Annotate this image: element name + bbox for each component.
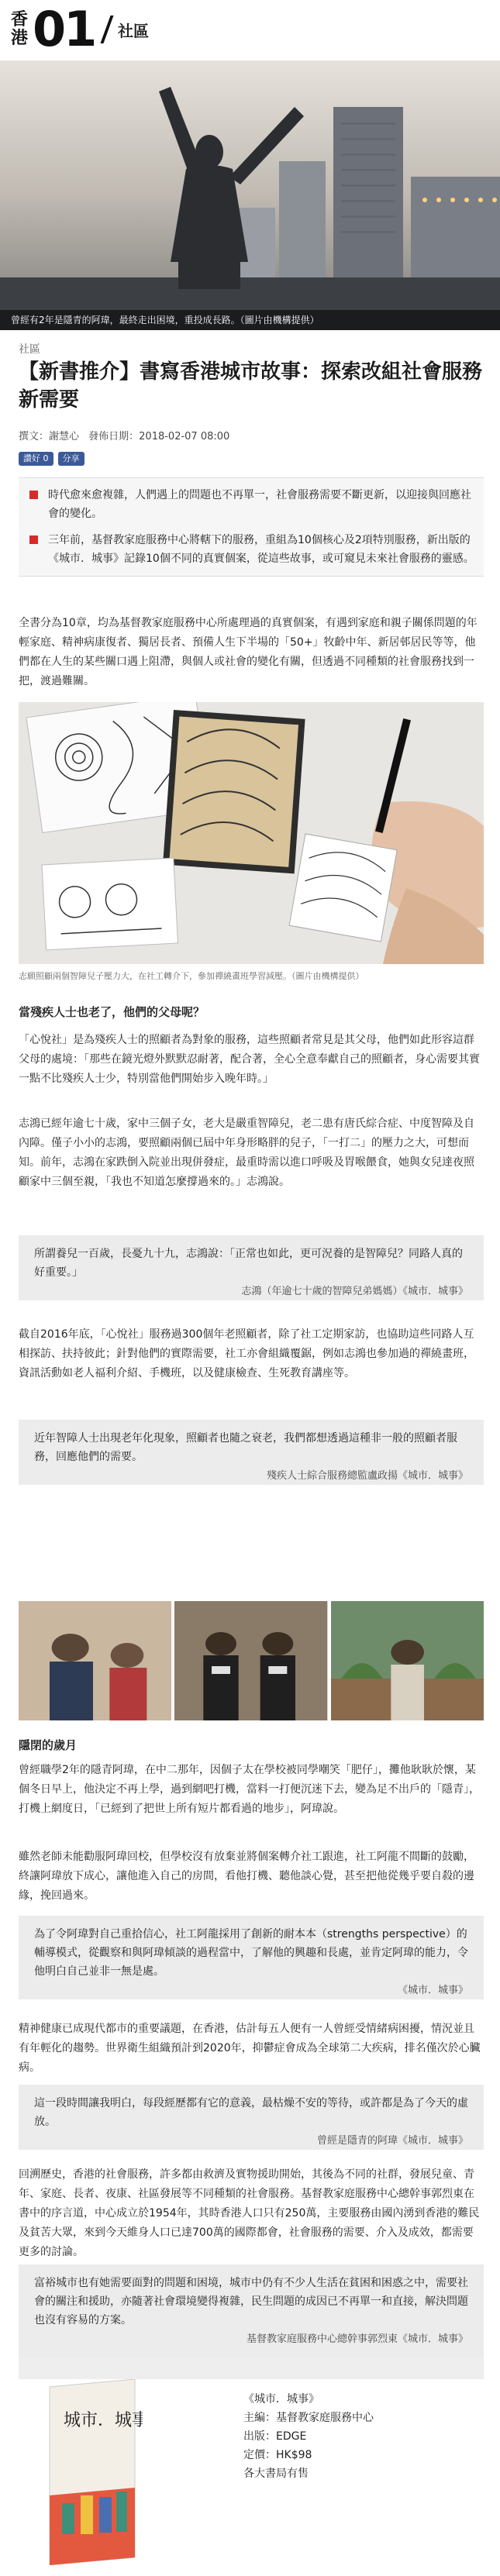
share-row [19, 452, 84, 466]
paragraph: 截自2016年底，「心悅社」服務過300個年老照顧者，除了社工定期家訪，也協助這些同路人互相探訪、扶持彼此；針對他們的實際需要，社工亦會組織覆鋸，例如志鴻也參加過的禪繞畫班，資訊活動如老人福利介紹、手機班，以及健康檢查、生死教育講座等。 [19, 1328, 474, 1379]
quote-source: 殘疾人士綜合服務總監盧政揚《城市．城事》 [266, 1470, 468, 1482]
section-link[interactable]: 社區 [118, 22, 149, 40]
logo-text: 香港 [11, 10, 29, 48]
photo-row [19, 1601, 484, 1720]
book-cover-title: 城市．城事 [64, 2411, 143, 2430]
book-info [243, 2390, 374, 2483]
intro-paragraph: 全書分為10章，均為基督教家庭服務中心所處理過的真實個案，有遇到家庭和親子關係問題的年輕家庭、精神病康復者、獨居長者、預備人生下半場的「50+」牧齡中年、新居邨居民等等，他們都在人生的某些關口遇上阻滯，與個人或社會的變化有關，但透過不同種類的社會服務找到一把，渡過難關。 [19, 617, 478, 687]
photo-2 [174, 1601, 327, 1720]
publish-date: 發佈日期：2018-02-07 08:00 [88, 431, 230, 443]
drawing-class-illustration [19, 702, 484, 964]
quote-source: 曾經是隱青的阿瑋《城市．城事》 [316, 2135, 468, 2147]
section-heading: 隱閉的歲月 [19, 1738, 78, 1752]
section-heading: 當殘疾人士也老了，他們的父母呢？ [19, 1005, 205, 1019]
pull-quote [19, 1420, 484, 1485]
author: 撰文：謝慧心 [19, 431, 80, 443]
share-button[interactable]: 分享 [58, 452, 84, 466]
paragraph: 曾經職學2年的隱青阿瑋，在中二那年，因個子太在學校被同學嘲笑「肥仔」，攤他耿耿於懷，某個冬日早上，他決定不再上學，過到網吧打機，當料一打便沉迷下去，變為足不出戶的「隱青」，打機上網度日，「已經到了把世上所有短片都看過的地步」，阿瑋說。 [19, 1764, 480, 1815]
site-logo[interactable] [11, 1, 95, 57]
book-cover [42, 2379, 143, 2565]
article-title: 【新書推介】書寫香港城市故事：探索改組社會服務新需要 [19, 360, 483, 412]
bullet-icon [29, 491, 38, 499]
logo-number: 01 [33, 1, 95, 57]
book-availability: 各大書局有售 [243, 2468, 309, 2480]
photo-1 [19, 1601, 171, 1720]
book-title: 《城市．城事》 [243, 2393, 319, 2406]
book-section [19, 2379, 484, 2573]
pull-quote [19, 1235, 484, 1300]
paragraph: 志鴻已經年逾七十歲，家中三個子女，老大是嚴重智障兒，老二患有唐氏綜合症、中度智障及自內障。僅子小小的志鴻，要照顧兩個已屆中年身形略胖的兒子，「一打二」的壓力之大，可想而知。前年，志鴻在家跌倒入院並出現併發症，最重時需以進口呼吸及胃喉餵食，她與女兒達夜照顧家中三個至親，「我也不知道怎麼撐過來的。」志鴻說。 [19, 1118, 474, 1188]
article-image-1 [19, 702, 484, 964]
quote-text: 為了令阿瑋對自己重拾信心，社工阿龍採用了創新的耐本本（strengths perspective）的輔導模式，從觀察和與阿瑋傾談的過程當中，了解他的興趣和長處，並肯定阿瑋的能力，令他明白自己並非一無是處。 [34, 1928, 468, 1978]
summary-item: 三年前，基督教家庭服務中心將轄下的服務，重組為10個核心及2項特別服務，新出版的《城市．城事》記錄10個不同的真實個案，從這些故事，或可窺見未來社會服務的靈感。 [28, 531, 474, 568]
hero-image [0, 60, 500, 330]
header-divider [100, 15, 113, 43]
photo-3 [331, 1601, 484, 1720]
quote-source: 基督教家庭服務中心總幹事郭烈東《城市．城事》 [246, 2333, 468, 2345]
book-editor: 主編：基督教家庭服務中心 [243, 2412, 374, 2424]
pull-quote [19, 1916, 484, 1999]
quote-text: 所謂養兒一百歲，長憂九十九，志鴻說：「正常也如此，更可況養的是智障兒？同路人真的好重要。」 [34, 1248, 463, 1279]
book-price: 定價：HK$98 [243, 2449, 312, 2461]
photo-illustration [174, 1601, 327, 1720]
paragraph: 回溯歷史，香港的社會服務，許多都由救濟及實物援助開始，其後為不同的社群，發展兒童、青年、家庭、長者、夜康、社區發展等不同種類的社會服務。基督教家庭服務中心總幹事郭烈東在書中的序言道，中心成立於1954年，其時香港人口只有250萬，主要服務由國內湧到香港的難民及貧苦大眾，來到今天維身人口已達700萬的國際都會，社會服務的需要、介入及成效，都需要更多的討論。 [19, 2168, 480, 2258]
bullet-icon [29, 536, 38, 544]
hero-illustration [0, 60, 500, 330]
summary-item: 時代愈來愈複雜，人們遇上的問題也不再單一，社會服務需要不斷更新，以迎接與回應社會的變化。 [28, 486, 474, 523]
paragraph: 「心悅社」是為殘疾人士的照顧者為對象的服務，這些照顧者常見是其父母，他們如此形容這群父母的處境：「那些在鏡光燈外默默忍耐著，配合著，全心全意奉獻自己的照顧者，身心需要其實一點不比殘疾人士少，特別當他們開始步入晚年時。」 [19, 1034, 480, 1085]
article-meta [19, 428, 236, 443]
paragraph: 雖然老師未能勸服阿瑋回校，但學校沒有放棄並將個案轉介社工跟進，社工阿龍不間斷的鼓勵，終讓阿瑋放下成心，讓他進入自己的房間，看他打機、聽他談心覺，甚至把他從幾乎要自殺的邊緣，挽回過來。 [19, 1851, 474, 1902]
photo-illustration [331, 1601, 484, 1720]
paragraph: 精神健康已成現代都市的重要議題，在香港，估計每五人便有一人曾經受情緒病困擾，情況並且有年輕化的趨勢。世界衛生組織預計到2020年，抑鬱症會成為全球第二大疾病，排名僅次於心臟病。 [19, 2023, 481, 2074]
site-header [0, 0, 500, 60]
quote-source: 《城市．城事》 [397, 1985, 468, 1996]
book-publisher: 出版：EDGE [243, 2430, 307, 2443]
like-button[interactable]: 讚好 0 [19, 452, 53, 466]
hero-caption: 曾經有2年是隱青的阿瑋，最終走出困境，重投成長路。（圖片由機構提供） [0, 310, 500, 330]
image-1-caption: 志願照顧兩個智障兒子壓力大，在社工轉介下，參加禪繞畫班學習減壓。（圖片由機構提供） [19, 971, 364, 981]
photo-illustration [19, 1601, 171, 1720]
pull-quote [19, 2264, 484, 2357]
quote-text: 富裕城市也有她需要面對的問題和困境，城市中仍有不少人生活在貧困和困惑之中，需要社會的關注和援助，亦隨著社會環境變得複雜，民生問題的成因已不再單一和直接，解決問題也沒有容易的方案。 [34, 2277, 468, 2326]
quote-source: 志鴻（年逾七十歲的智障兒弟媽媽）《城市．城事》 [241, 1286, 468, 1297]
book-cover-illustration [42, 2379, 143, 2565]
category-tag[interactable]: 社區 [19, 343, 40, 356]
article-summary [19, 477, 484, 577]
pull-quote [19, 2085, 484, 2150]
quote-text: 這一段時間讓我明白，每段經歷都有它的意義，最枯燥不安的等待，或許都是為了今天的虛放。 [34, 2097, 468, 2128]
quote-text: 近年智障人士出現老年化現象，照顧者也隨之衰老，我們都想透過這種非一般的照顧者服務，回應他們的需要。 [34, 1432, 457, 1463]
